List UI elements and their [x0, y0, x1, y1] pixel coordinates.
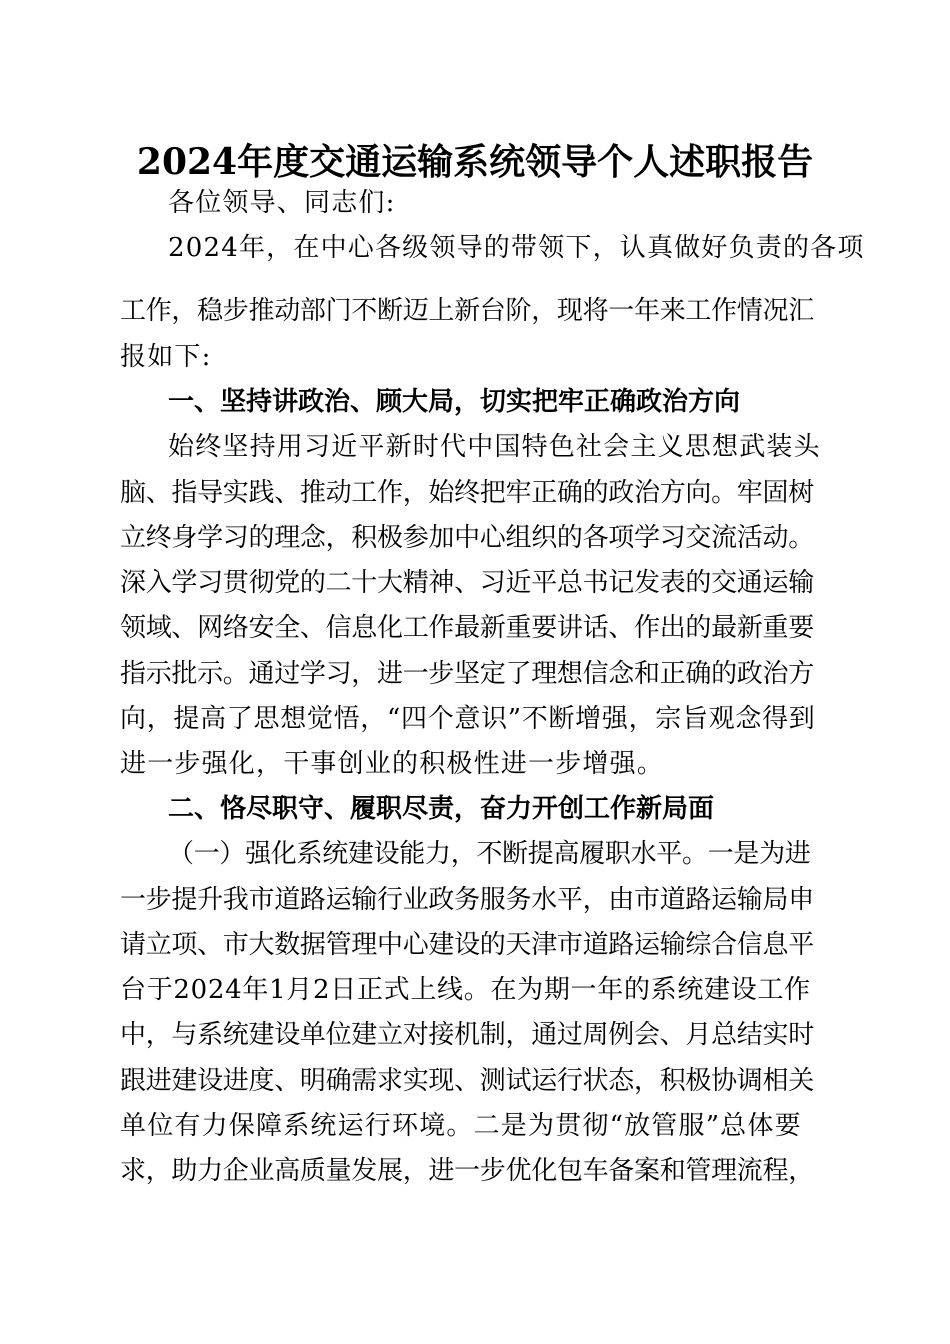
- section-heading-2: 二、恪尽职守、履职尽责，奋力开创工作新局面: [168, 794, 715, 824]
- paragraph-line: 台于2024年1月2日正式上线。在为期一年的系统建设工作: [120, 975, 811, 1005]
- paragraph-line: 深入学习贯彻党的二十大精神、习近平总书记发表的交通运输: [120, 568, 814, 598]
- paragraph-line: 立终身学习的理念，积极参加中心组织的各项学习交流活动。: [120, 523, 814, 553]
- document-title: 2024年度交通运输系统领导个人述职报告: [136, 141, 814, 183]
- paragraph-line: 脑、指导实践、推动工作，始终把牢正确的政治方向。牢固树: [120, 478, 814, 508]
- section-heading-1: 一、坚持讲政治、顾大局，切实把牢正确政治方向: [168, 387, 741, 417]
- greeting: 各位领导、同志们:: [168, 188, 396, 218]
- paragraph-line: （一）强化系统建设能力，不断提高履职水平。一是为进: [168, 839, 811, 869]
- paragraph-line: 中，与系统建设单位建立对接机制，通过周例会、月总结实时: [120, 1020, 814, 1050]
- paragraph-line: 报如下:: [120, 342, 212, 372]
- paragraph-line: 工作，稳步推动部门不断迈上新台阶，现将一年来工作情况汇: [120, 296, 814, 326]
- paragraph-line: 求，助力企业高质量发展，进一步优化包车备案和管理流程，: [120, 1156, 814, 1186]
- paragraph-line: 请立项、市大数据管理中心建设的天津市道路运输综合信息平: [120, 930, 814, 960]
- paragraph-line: 单位有力保障系统运行环境。二是为贯彻“放管服”总体要: [120, 1111, 802, 1141]
- paragraph-line: 指示批示。通过学习，进一步坚定了理想信念和正确的政治方: [120, 659, 814, 689]
- paragraph-line: 跟进建设进度、明确需求实现、测试运行状态，积极协调相关: [120, 1066, 814, 1096]
- paragraph-line: 一步提升我市道路运输行业政务服务水平，由市道路运输局申: [120, 885, 814, 915]
- paragraph-line: 领域、网络安全、信息化工作最新重要讲话、作出的最新重要: [120, 613, 814, 643]
- paragraph-line: 进一步强化，干事创业的积极性进一步增强。: [120, 749, 665, 779]
- paragraph-line: 向，提高了思想觉悟，“四个意识”不断增强，宗旨观念得到: [120, 704, 816, 734]
- paragraph-line: 始终坚持用习近平新时代中国特色社会主义思想武装头: [168, 432, 821, 462]
- paragraph-line: 2024年，在中心各级领导的带领下，认真做好负责的各项: [168, 233, 865, 263]
